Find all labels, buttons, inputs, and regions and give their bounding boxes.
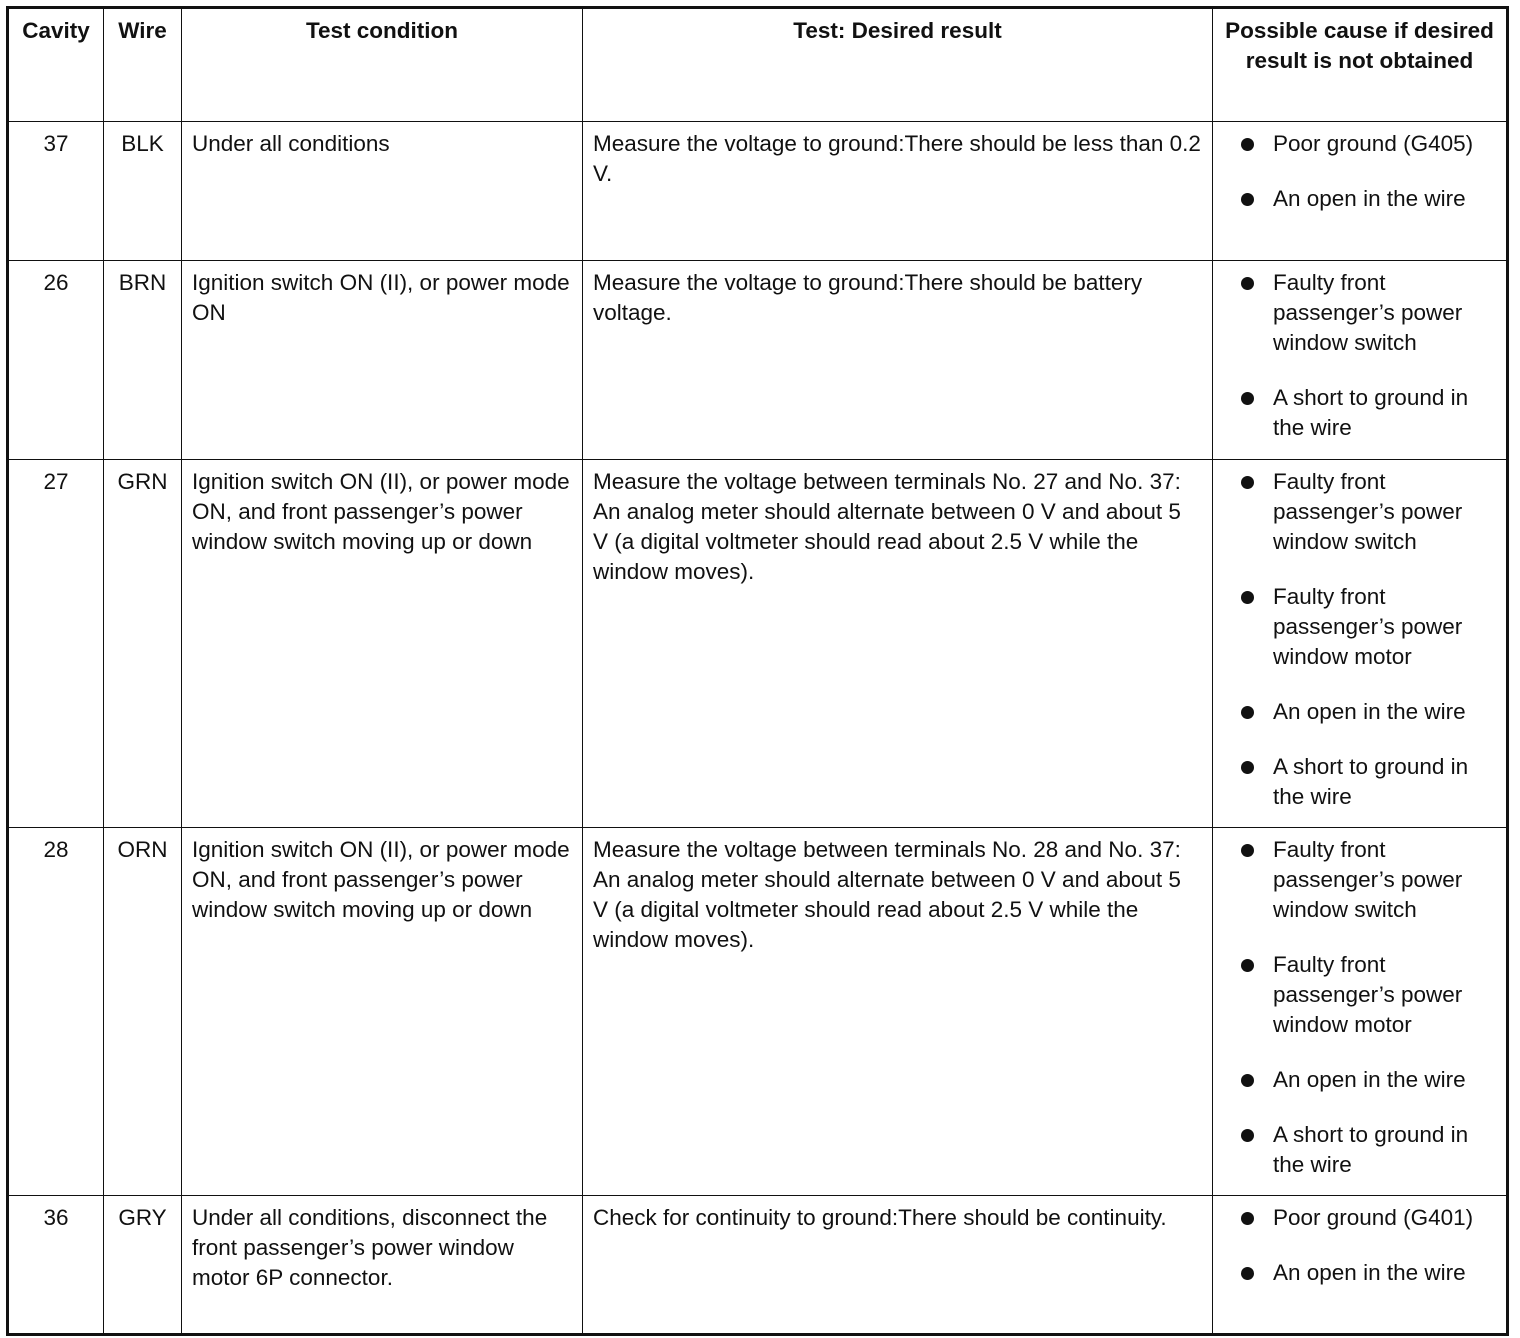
bullet-icon	[1241, 844, 1254, 857]
cause-item	[1241, 1120, 1500, 1180]
cause-item	[1241, 697, 1500, 727]
cause-list	[1213, 122, 1506, 226]
bullet-icon	[1241, 392, 1254, 405]
cavity-number: 26	[43, 270, 69, 295]
cavity-number: 27	[43, 469, 69, 494]
causes-cell	[1213, 261, 1508, 460]
bullet-icon	[1241, 1267, 1254, 1280]
cavity-number: 28	[43, 837, 69, 862]
bullet-icon	[1241, 761, 1254, 774]
desired-result-text: Measure the voltage to ground:There should be battery voltage.	[593, 270, 1143, 325]
header-test-condition: Test condition	[182, 8, 583, 122]
condition-cell	[182, 828, 583, 1196]
wire-color: BLK	[121, 131, 164, 156]
cause-list	[1213, 1196, 1506, 1300]
bullet-icon	[1241, 706, 1254, 719]
cause-item	[1241, 582, 1500, 672]
cause-item	[1241, 1065, 1500, 1095]
wire-cell	[104, 261, 182, 460]
cause-text: Faulty front passenger’s power window motor	[1273, 952, 1463, 1037]
cause-item	[1241, 835, 1500, 925]
condition-cell	[182, 460, 583, 828]
cause-text: An open in the wire	[1273, 1067, 1466, 1092]
bullet-icon	[1241, 193, 1254, 206]
result-cell	[583, 460, 1213, 828]
header-wire: Wire	[104, 8, 182, 122]
bullet-icon	[1241, 1129, 1254, 1142]
cause-text: An open in the wire	[1273, 699, 1466, 724]
bullet-icon	[1241, 959, 1254, 972]
bullet-icon	[1241, 1212, 1254, 1225]
cause-text: A short to ground in the wire	[1273, 385, 1469, 440]
condition-cell	[182, 261, 583, 460]
cause-item	[1241, 129, 1500, 159]
wire-cell	[104, 122, 182, 261]
bullet-icon	[1241, 277, 1254, 290]
wire-cell	[104, 460, 182, 828]
test-condition-text: Ignition switch ON (II), or power mode ON, and front passenger’s power window switch moving up or down	[192, 469, 570, 554]
cavity-number: 37	[43, 131, 69, 156]
result-cell	[583, 261, 1213, 460]
cause-item	[1241, 383, 1500, 443]
wire-color: BRN	[118, 270, 167, 295]
condition-cell	[182, 1196, 583, 1335]
cause-text: An open in the wire	[1273, 1260, 1466, 1285]
table-row	[8, 122, 1508, 261]
wire-color: GRY	[118, 1205, 167, 1230]
cavity-cell	[8, 828, 104, 1196]
desired-result-text: Measure the voltage between terminals No. 27 and No. 37: An analog meter should alternate between 0 V and about 5 V (a digital voltmeter should read about 2.5 V while the window moves).	[593, 469, 1181, 584]
bullet-icon	[1241, 476, 1254, 489]
desired-result-text: Measure the voltage to ground:There should be less than 0.2 V.	[593, 131, 1201, 186]
cause-list	[1213, 460, 1506, 824]
desired-result-text: Check for continuity to ground:There should be continuity.	[593, 1205, 1167, 1230]
cause-item	[1241, 752, 1500, 812]
document-page	[6, 6, 1506, 1336]
wire-color: GRN	[117, 469, 168, 494]
cavity-cell	[8, 1196, 104, 1335]
causes-cell	[1213, 460, 1508, 828]
desired-result-text: Measure the voltage between terminals No. 28 and No. 37: An analog meter should alternate between 0 V and about 5 V (a digital voltmeter should read about 2.5 V while the window moves).	[593, 837, 1181, 952]
cause-text: Poor ground (G405)	[1273, 131, 1474, 156]
table-row	[8, 828, 1508, 1196]
cause-text: A short to ground in the wire	[1273, 1122, 1469, 1177]
cause-list	[1213, 828, 1506, 1192]
cavity-cell	[8, 460, 104, 828]
cavity-cell	[8, 122, 104, 261]
cause-text: Poor ground (G401)	[1273, 1205, 1474, 1230]
cause-item	[1241, 1203, 1500, 1233]
cause-text: Faulty front passenger’s power window switch	[1273, 469, 1463, 554]
wire-cell	[104, 1196, 182, 1335]
header-possible-cause: Possible cause if desired result is not obtained	[1213, 8, 1508, 122]
table-row	[8, 261, 1508, 460]
cause-text: An open in the wire	[1273, 186, 1466, 211]
causes-cell	[1213, 122, 1508, 261]
cause-text: A short to ground in the wire	[1273, 754, 1469, 809]
bullet-icon	[1241, 138, 1254, 151]
test-condition-text: Ignition switch ON (II), or power mode ON, and front passenger’s power window switch moving up or down	[192, 837, 570, 922]
connector-test-table	[6, 6, 1509, 1336]
wire-cell	[104, 828, 182, 1196]
test-condition-text: Under all conditions	[192, 131, 390, 156]
cause-item	[1241, 268, 1500, 358]
test-condition-text: Under all conditions, disconnect the front passenger’s power window motor 6P connector.	[192, 1205, 548, 1290]
result-cell	[583, 828, 1213, 1196]
cause-text: Faulty front passenger’s power window switch	[1273, 837, 1463, 922]
table-row	[8, 460, 1508, 828]
causes-cell	[1213, 828, 1508, 1196]
condition-cell	[182, 122, 583, 261]
bullet-icon	[1241, 591, 1254, 604]
cavity-number: 36	[43, 1205, 69, 1230]
cause-text: Faulty front passenger’s power window motor	[1273, 584, 1463, 669]
cause-list	[1213, 261, 1506, 455]
cause-item	[1241, 1258, 1500, 1288]
cause-item	[1241, 467, 1500, 557]
result-cell	[583, 122, 1213, 261]
cause-item	[1241, 950, 1500, 1040]
header-cavity: Cavity	[8, 8, 104, 122]
causes-cell	[1213, 1196, 1508, 1335]
table-row	[8, 1196, 1508, 1335]
header-row	[8, 8, 1508, 122]
header-desired-result: Test: Desired result	[583, 8, 1213, 122]
test-condition-text: Ignition switch ON (II), or power mode ON	[192, 270, 570, 325]
cause-text: Faulty front passenger’s power window switch	[1273, 270, 1463, 355]
cause-item	[1241, 184, 1500, 214]
cavity-cell	[8, 261, 104, 460]
bullet-icon	[1241, 1074, 1254, 1087]
result-cell	[583, 1196, 1213, 1335]
wire-color: ORN	[117, 837, 168, 862]
